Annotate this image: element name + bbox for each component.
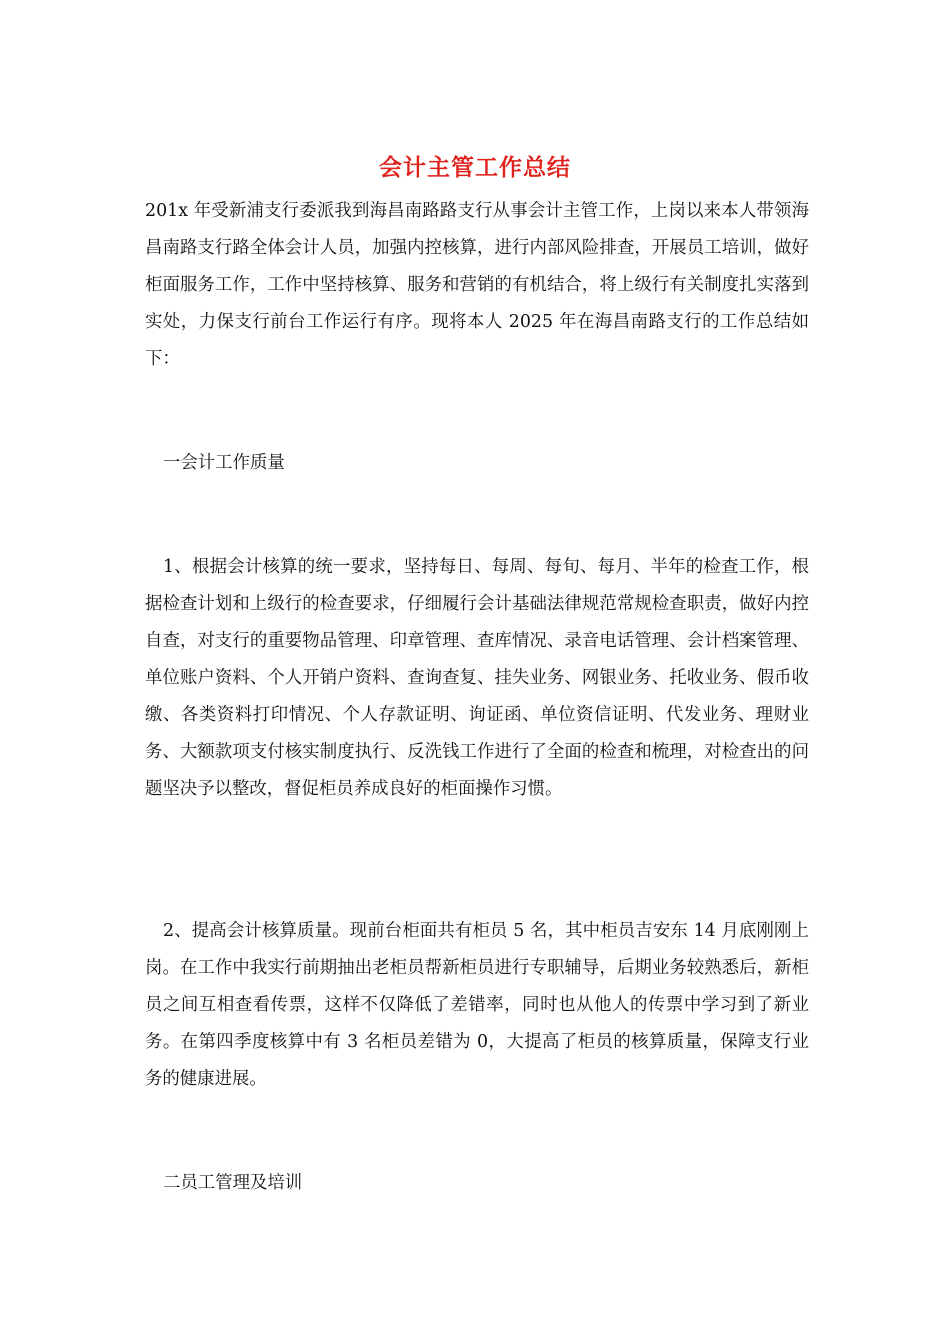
document-title: 会计主管工作总结 (379, 154, 571, 181)
section-paragraph-accounting-quality: 2、提高会计核算质量。现前台柜面共有柜员 5 名，其中柜员吉安东 14 月底刚刚上岗。在工作中我实行前期抽出老柜员帮新柜员进行专职辅导，后期业务较熟悉后，新柜员之间互相查看传票，这样不仅降低了差错率，同时也从他人的传票中学习到了新业务。在第四季度核算中有 3 名柜员差错为 0，大提高了柜员的核算质量，保障支行业务的健康进展。 (145, 921, 809, 1089)
section-heading-staff-training: 二员工管理及培训 (163, 1173, 303, 1193)
section-heading-accounting-quality: 一会计工作质量 (163, 453, 285, 473)
section-paragraph-inspection: 1、根据会计核算的统一要求，坚持每日、每周、每旬、每月、半年的检查工作，根据检查计划和上级行的检查要求，仔细履行会计基础法律规范常规检查职责，做好内控自查，对支行的重要物品管理、印章管理、查库情况、录音电话管理、会计档案管理、单位账户资料、个人开销户资料、查询查复、挂失业务、网银业务、托收业务、假币收缴、各类资料打印情况、个人存款证明、询证函、单位资信证明、代发业务、理财业务、大额款项支付核实制度执行、反洗钱工作进行了全面的检查和梳理，对检查出的问题坚决予以整改，督促柜员养成良好的柜面操作习惯。 (145, 557, 809, 799)
intro-paragraph: 201x 年受新浦支行委派我到海昌南路路支行从事会计主管工作，上岗以来本人带领海昌南路支行路全体会计人员，加强内控核算，进行内部风险排查，开展员工培训，做好柜面服务工作，工作中坚持核算、服务和营销的有机结合，将上级行有关制度扎实落到实处，力保支行前台工作运行有序。现将本人 2025 年在海昌南路支行的工作总结如下： (145, 201, 809, 369)
